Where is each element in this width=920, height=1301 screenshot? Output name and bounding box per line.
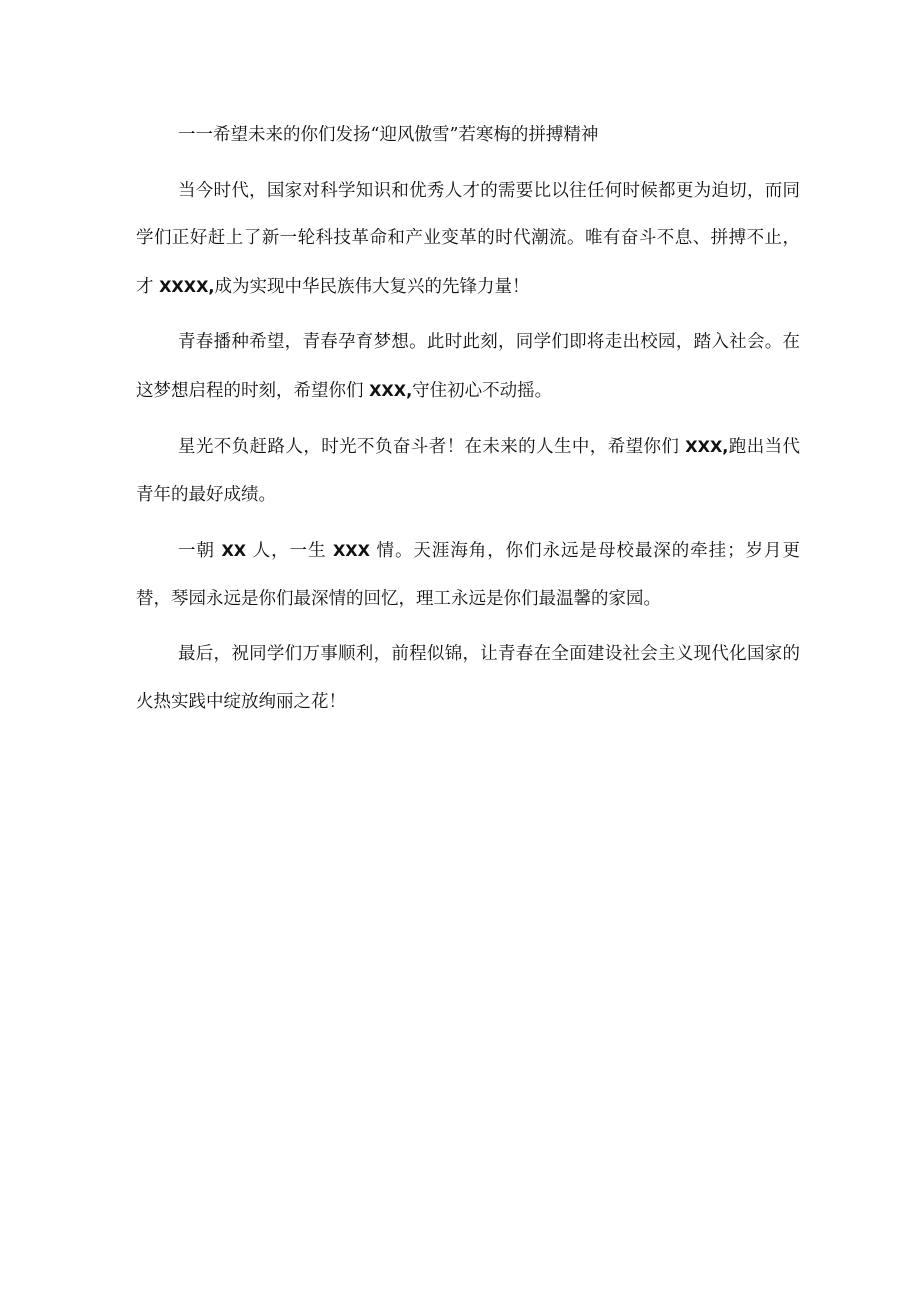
placeholder-xxx: XXX, — [685, 437, 729, 456]
placeholder-xx: XX — [221, 541, 247, 560]
subtitle-text: 一一希望未来的你们发扬“迎风傲雪”若寒梅的拼搏精神 — [178, 125, 599, 145]
paragraph-youth — [136, 319, 800, 415]
paragraph-alma-mater-text-a: 一朝 — [178, 541, 222, 561]
paragraph-era — [136, 168, 800, 312]
paragraph-closing-text: 最后，祝同学们万事顺利，前程似锦，让青春在全面建设社会主义现代化国家的火热实践中绽放绚丽之花！ — [136, 644, 800, 712]
paragraph-starlight-text-a: 星光不负赶路人，时光不负奋斗者！在未来的人生中，希望你们 — [178, 437, 686, 457]
document-body — [136, 112, 800, 734]
paragraph-alma-mater — [136, 527, 800, 623]
paragraph-alma-mater-text-c: 情。天涯海角，你们永远是母校最深的牵挂；岁月更替，琴园永远是你们最深情的回忆，理工永远是你们最温馨的家园。 — [136, 541, 800, 609]
paragraph-era-text-a: 当今时代，国家对科学知识和优秀人才的需要比以往任何时候都更为迫切，而同学们正好赶上了新一轮科技革命和产业变革的时代潮流。唯有奋斗不息、拼搏不止，才 — [136, 180, 800, 297]
paragraph-closing — [136, 631, 800, 726]
placeholder-xxxx: XXXX, — [159, 276, 215, 296]
paragraph-youth-text-b: 守住初心不动摇。 — [412, 380, 553, 401]
paragraph-starlight-text-b: 跑出当代青年的最好成绩。 — [136, 437, 801, 505]
placeholder-xxx: XXX, — [369, 380, 413, 400]
document-subtitle — [136, 112, 800, 160]
paragraph-youth-text-a: 青春播种希望，青春孕育梦想。此时此刻，同学们即将走出校园，踏入社会。在这梦想启程的时刻，希望你们 — [136, 332, 800, 401]
paragraph-era-text-b: 成为实现中华民族伟大复兴的先锋力量！ — [214, 276, 530, 297]
placeholder-xxx: XXX — [332, 541, 370, 560]
paragraph-alma-mater-text-b: 人，一生 — [246, 541, 333, 561]
paragraph-starlight — [136, 423, 800, 519]
